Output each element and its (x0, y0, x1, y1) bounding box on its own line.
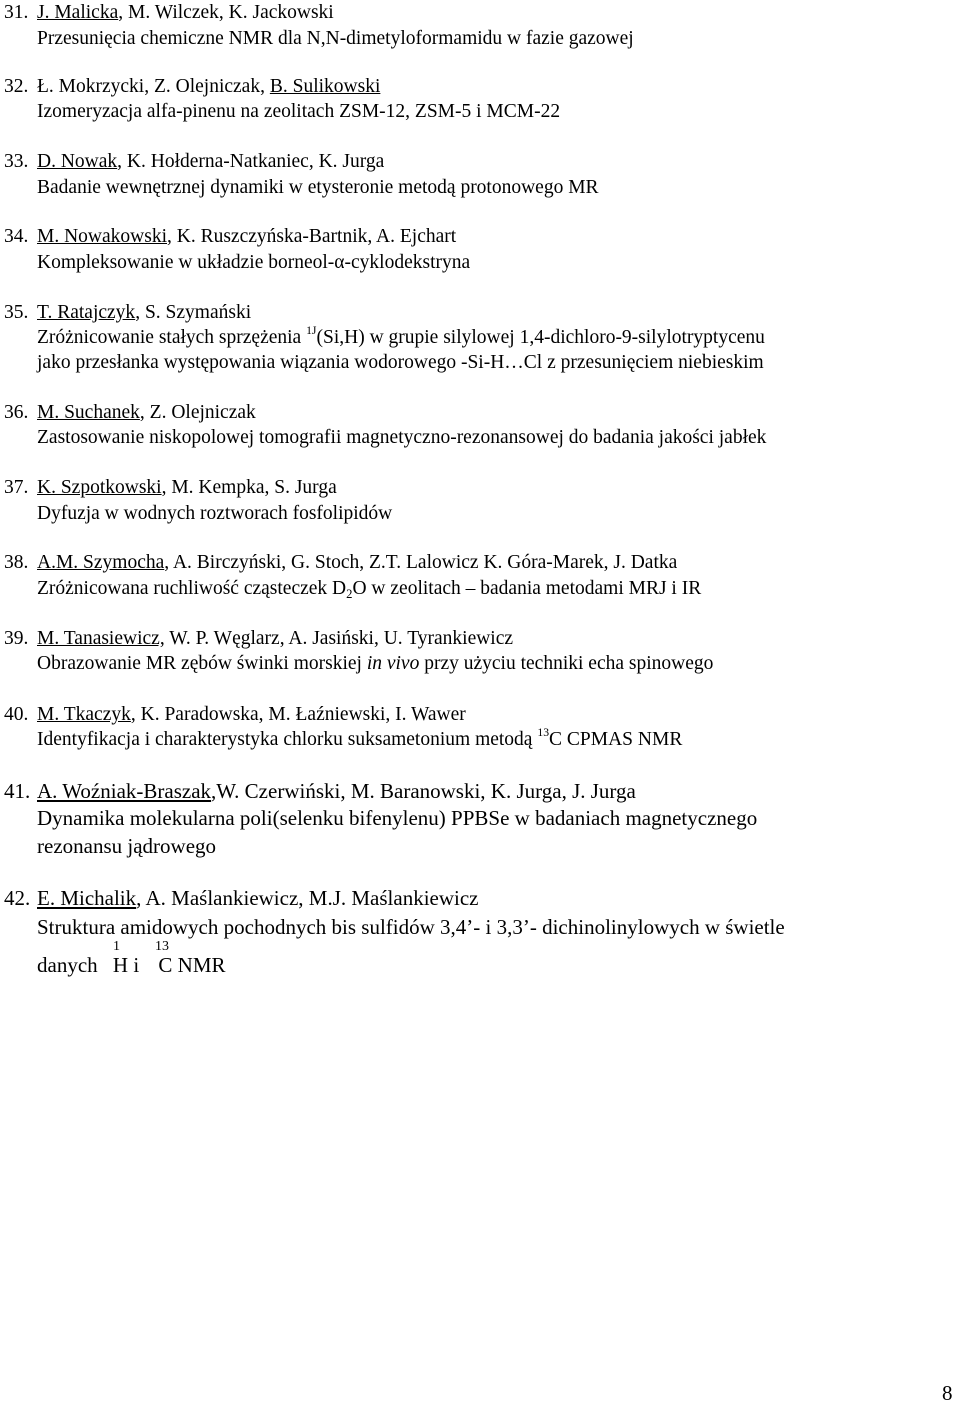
co-authors: , A. Birczyński, G. Stoch, Z.T. Lalowicz K. Góra-Marek, J. Datka (164, 552, 678, 573)
co-authors: , S. Szymański (135, 302, 252, 323)
entry-title: Dynamika molekularna poli(selenku bifenylenu) PPBSe w badaniach magnetycznego (37, 806, 758, 830)
title-italic: in vivo (366, 653, 420, 674)
title-text: (Si,H) w grupie silylowej 1,4-dichloro-9-silylotryptycenu (316, 327, 765, 348)
co-authors: , Z. Olejniczak (139, 402, 256, 423)
entry-authors (37, 628, 513, 650)
presenting-author: A.M. Szymocha (37, 552, 165, 573)
title-text: danych (37, 953, 103, 977)
entry-authors (37, 779, 636, 804)
presenting-author: J. Malicka (37, 2, 119, 23)
title-text: przy użyciu techniki echa spinowego (419, 653, 714, 674)
presenting-author: A. Woźniak-Braszak (37, 779, 212, 803)
subscript: 2 (346, 586, 353, 601)
superscript: 1J (306, 324, 317, 338)
entry-title: Zastosowanie niskopolowej tomografii magnetyczno-rezonansowej do badania jakości jabłek (37, 427, 767, 448)
entry-authors (37, 302, 251, 324)
page-number: 8 (942, 1381, 953, 1405)
entry-title (37, 726, 683, 751)
title-text: Zróżnicowanie stałych sprzężenia (37, 327, 307, 348)
entry-title: Struktura amidowych pochodnych bis sulfidów 3,4’- i 3,3’- dichinolinylowych w świetle (37, 915, 785, 939)
entry-authors (37, 886, 479, 911)
entry-authors (37, 477, 337, 499)
co-authors: , K. Ruszczyńska-Bartnik, A. Ejchart (167, 226, 457, 247)
entry-authors (37, 151, 384, 173)
title-text: C CPMAS NMR (549, 729, 683, 750)
presenting-author: T. Ratajczyk (37, 302, 136, 323)
co-authors: , A. Maślankiewicz, M.J. Maślankiewicz (136, 886, 479, 910)
entry-title: Badanie wewnętrznej dynamiki w etysteronie metodą protonowego MR (37, 177, 599, 198)
presenting-author: M. Suchanek (37, 402, 140, 423)
entry-title (37, 324, 765, 349)
entry-authors (37, 402, 256, 424)
presenting-author: E. Michalik (37, 886, 137, 910)
entry-number: 31. (4, 2, 29, 23)
co-authors: , M. Kempka, S. Jurga (161, 477, 337, 498)
entry-authors (37, 226, 456, 248)
entry-number: 35. (4, 302, 29, 323)
entry-authors (37, 76, 380, 98)
entry-title (37, 578, 701, 600)
title-text: C NMR (158, 953, 226, 977)
entry-number: 40. (4, 704, 29, 725)
title-text: Identyfikacja i charakterystyka chlorku suksametonium metodą (37, 729, 538, 750)
entry-authors (37, 704, 466, 726)
entry-number: 33. (4, 151, 29, 172)
entry-title-continued (37, 939, 226, 978)
entry-title: Przesunięcia chemiczne NMR dla N,N-dimetyloformamidu w fazie gazowej (37, 28, 634, 49)
superscript: 13 (155, 939, 169, 954)
entry-number: 32. (4, 76, 29, 97)
entry-title: Izomeryzacja alfa-pinenu na zeolitach ZSM-12, ZSM-5 i MCM-22 (37, 101, 561, 122)
co-authors: W. P. Węglarz, A. Jasiński, U. Tyrankiewicz (164, 628, 514, 649)
title-text: Zróżnicowana ruchliwość cząsteczek D (37, 578, 347, 599)
entry-number: 36. (4, 402, 29, 423)
entry-number: 42. (4, 886, 31, 910)
superscript: 1 (113, 939, 120, 954)
entry-authors (37, 552, 677, 574)
entry-title: Kompleksowanie w układzie borneol-α-cyklodekstryna (37, 252, 471, 273)
presenting-author: M. Nowakowski (37, 226, 167, 247)
presenting-author: M. Tanasiewicz, (37, 628, 165, 649)
title-text: Obrazowanie MR zębów świnki morskiej (37, 653, 367, 674)
presenting-author: D. Nowak (37, 151, 118, 172)
entry-number: 39. (4, 628, 29, 649)
entry-number: 37. (4, 477, 29, 498)
co-authors: , K. Paradowska, M. Łaźniewski, I. Wawer (130, 704, 466, 725)
co-authors: , K. Hołderna-Natkaniec, K. Jurga (117, 151, 385, 172)
co-authors: Ł. Mokrzycki, Z. Olejniczak, (37, 76, 270, 97)
entry-title (37, 653, 713, 675)
entry-number: 38. (4, 552, 29, 573)
superscript: 13 (537, 726, 550, 740)
presenting-author: B. Sulikowski (269, 76, 381, 97)
entry-title-continued: jako przesłanka występowania wiązania wodorowego -Si-H…Cl z przesunięciem niebieskim (37, 352, 764, 373)
presenting-author: M. Tkaczyk (37, 704, 131, 725)
co-authors: ,W. Czerwiński, M. Baranowski, K. Jurga, J. Jurga (211, 779, 636, 803)
entry-title-continued: rezonansu jądrowego (37, 834, 217, 858)
title-text: H i (112, 953, 145, 977)
title-text: O w zeolitach – badania metodami MRJ i IR (352, 578, 702, 599)
entry-number: 34. (4, 226, 29, 247)
entry-authors (37, 2, 334, 24)
entry-title: Dyfuzja w wodnych roztworach fosfolipidów (37, 503, 393, 524)
co-authors: , M. Wilczek, K. Jackowski (118, 2, 334, 23)
presenting-author: K. Szpotkowski (37, 477, 162, 498)
entry-number: 41. (4, 779, 31, 803)
